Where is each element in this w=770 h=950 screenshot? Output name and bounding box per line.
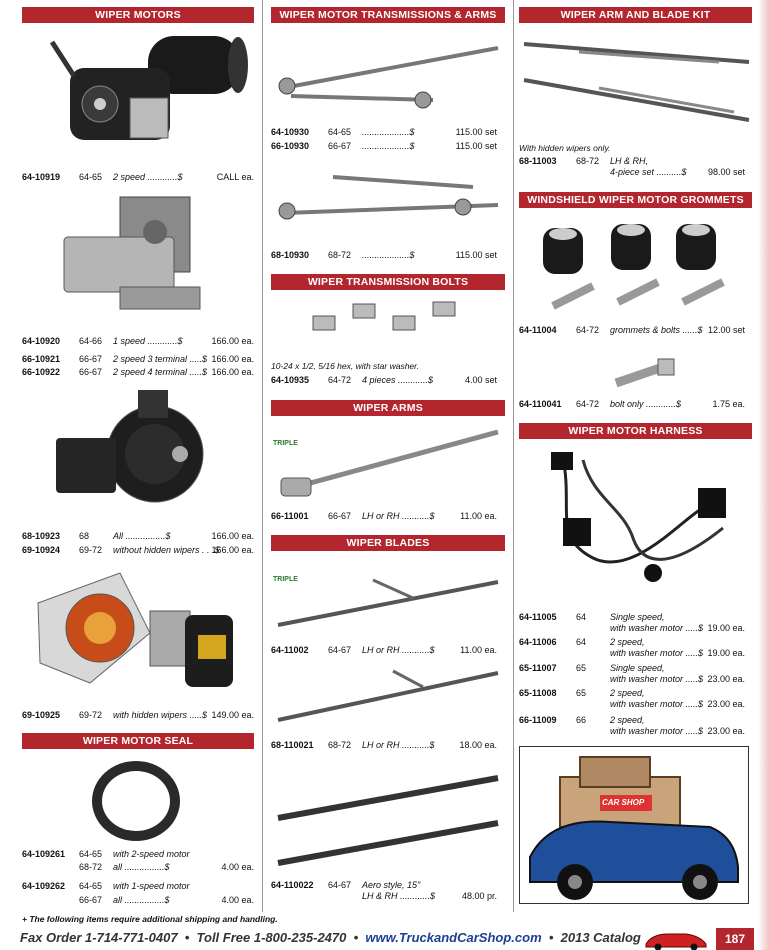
column-1: WIPER MOTORS 64-10919 64-65 2 speed ............$ CALL ea. 64-10920 64-66 1 speed ............$ 166.00 ea. 66-10921 66-67 2 speed 3 terminal .....$ 166.00 ea. 66-10922 66-67 2 speed 4 terminal .....$ 166.00 ea. 68-10923 68 All ................$ 166.00 ea. 69-10924 69-72 without hidden wipers . . .$ 166.00 ea. 69-10925 69-72 with hidden wipers .....$ 149.00 ea. WIPER MOTOR SEAL 64-109261 64-65 with 2-speed motor 68-72 all ................$ 4.00 ea. 64-109262 64-65 with 1-speed motor 66-67 all ................$ 4.00 ea. xyxy=(22,9,254,905)
transmission-bolts-image xyxy=(308,296,468,346)
wiper-harness-image xyxy=(533,448,743,603)
header-wiper-blades: WIPER BLADES xyxy=(271,535,505,551)
aero-blades-image xyxy=(273,768,503,868)
shipping-note: + The following items require additional shipping and handling. xyxy=(22,914,278,924)
wiper-blade-64-67-image xyxy=(273,570,503,630)
column-2: WIPER MOTOR TRANSMISSIONS & ARMS 64-10930 64-65 ...................$ 115.00 set 66-10930 66-67 ...................$ 115.00 set 68-10930 68-72 ...................$ 115.00 set WIPER TRANSMISSION BOLTS 10-24 x 1/2, 5/16 hex, with star washer. 64-10935 64-72 4 pieces ............$ 4.00 set WIPER ARMS TRIPLE 66-11001 66-67 LH or RH ...........$ 11.00 ea. WIPER BLADES TRIPLE 64-11002 64-67 LH or RH ...........$ 11.00 ea. 68-110021 68-72 LH or RH ...........$ 18.00 ea. 64-110022 64-67 Aero style, 15" LH & RH ............$ 48.00 pr. xyxy=(262,0,514,912)
header-harness: WIPER MOTOR HARNESS xyxy=(519,423,752,439)
header-wiper-arms: WIPER ARMS xyxy=(271,400,505,416)
wiper-blade-68-72-image xyxy=(273,665,503,725)
website-link[interactable]: www.TruckandCarShop.com xyxy=(365,930,542,945)
page-number: 187 xyxy=(716,928,754,950)
header-transmissions: WIPER MOTOR TRANSMISSIONS & ARMS xyxy=(271,7,505,23)
header-wiper-motor-seal: WIPER MOTOR SEAL xyxy=(22,733,254,749)
page-edge xyxy=(758,0,770,950)
header-transmission-bolts: WIPER TRANSMISSION BOLTS xyxy=(271,274,505,290)
wiper-motor-68-image xyxy=(50,386,220,521)
arm-blade-kit-image xyxy=(519,32,751,124)
footer xyxy=(0,912,770,950)
seal-ring-image xyxy=(88,758,184,844)
triple-logo-arms: TRIPLE xyxy=(273,440,298,447)
wiper-motor-1speed-image xyxy=(60,192,210,322)
header-grommets: WINDSHIELD WIPER MOTOR GROMMETS xyxy=(519,192,752,208)
wiper-motor-hidden-image xyxy=(30,563,240,698)
cartoon-car-image xyxy=(520,747,748,903)
header-arm-blade-kit: WIPER ARM AND BLADE KIT xyxy=(519,7,752,23)
grommets-bolts-image xyxy=(533,220,743,315)
bolt-only-image xyxy=(608,355,678,391)
toll-free: Toll Free 1-800-235-2470 xyxy=(196,930,347,945)
bolts-note: 10-24 x 1/2, 5/16 hex, with star washer. xyxy=(271,361,420,371)
hidden-wipers-note: With hidden wipers only. xyxy=(519,143,611,153)
red-car-icon xyxy=(642,928,710,950)
cartoon-sign: CAR SHOP xyxy=(602,798,645,807)
catalog-year: 2013 Catalog xyxy=(560,930,641,945)
header-wiper-motors: WIPER MOTORS xyxy=(22,7,254,23)
fax-order: Fax Order 1-714-771-0407 xyxy=(20,930,178,945)
cartoon-illustration xyxy=(519,746,749,904)
order-line: Fax Order 1-714-771-0407 • Toll Free 1-800-235-2470 • www.TruckandCarShop.com • 2013 Catalog xyxy=(20,930,641,945)
transmission-64-67-image xyxy=(273,38,503,110)
triple-logo-blades: TRIPLE xyxy=(273,576,298,583)
transmission-68-72-image xyxy=(273,165,503,235)
wiper-motor-2speed-image xyxy=(30,28,250,158)
wiper-arm-image xyxy=(273,430,503,505)
column-3: WIPER ARM AND BLADE KIT With hidden wipers only. 68-11003 68-72 LH & RH, 4-piece set ..........$ 98.00 set WINDSHIELD WIPER MOTOR GROMMETS 64-11004 64-72 grommets & bolts ......$ 12.00 set 64-110041 64-72 bolt only ............$ 1.75 ea. WIPER MOTOR HARNESS 64-11005 64 Single speed, with washer motor .....$ 19.00 ea. 64-11006 64 2 speed, with washer motor .....$ 19.00 ea. 65-11007 65 Single speed, with washer motor .....$ 23.00 ea. 65-11008 65 2 speed, with washer motor .....$ 23.00 ea. 66-11009 66 2 speed, with washer motor .....$ 23.00 ea. CAR SHOP xyxy=(513,0,758,912)
